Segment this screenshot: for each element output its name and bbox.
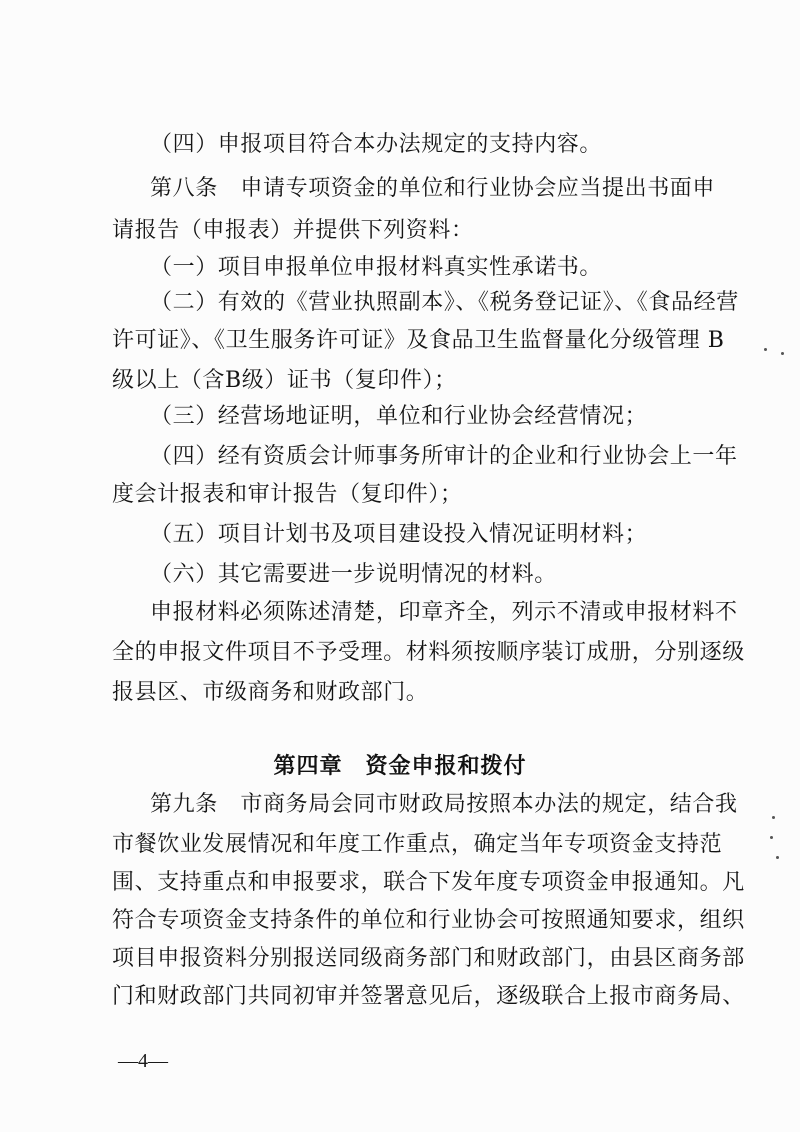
text-line: 报县区、市级商务和财政部门。	[112, 680, 429, 705]
scan-speck	[764, 348, 767, 351]
text-line: 许可证》、《卫生服务许可证》及食品卫生监督量化分级管理 B	[112, 328, 725, 353]
text-line: 第八条 申请专项资金的单位和行业协会应当提出书面申	[150, 176, 716, 201]
scan-speck	[776, 856, 779, 859]
scan-speck	[770, 836, 773, 839]
text-line: （一）项目申报单位申报材料真实性承诺书。	[150, 255, 603, 280]
text-line: 项目申报资料分别报送同级商务部门和财政部门，由县区商务部	[112, 946, 745, 971]
text-line: 第九条 市商务局会同市财政局按照本办法的规定，结合我	[150, 792, 738, 817]
text-line: 全的申报文件项目不予受理。材料须按顺序装订成册，分别逐级	[112, 640, 745, 665]
text-line: 级以上（含B级）证书（复印件）；	[112, 368, 457, 393]
text-line: （六）其它需要进一步说明情况的材料。	[150, 562, 557, 587]
text-line: 门和财政部门共同初审并签署意见后，逐级联合上报市商务局、	[112, 984, 745, 1009]
chapter-heading: 第四章 资金申报和拨付	[273, 754, 527, 779]
page-number: —4—	[118, 1050, 168, 1072]
text-line: （二）有效的《营业执照副本》、《税务登记证》、《食品经营	[150, 290, 739, 315]
text-line: （三）经营场地证明，单位和行业协会经营情况；	[150, 404, 648, 429]
text-line: 围、支持重点和申报要求，联合下发年度专项资金申报通知。凡	[112, 870, 745, 895]
scan-speck	[772, 816, 775, 819]
text-line: 申报材料必须陈述清楚，印章齐全，列示不清或申报材料不	[150, 600, 738, 625]
text-line: 符合专项资金支持条件的单位和行业协会可按照通知要求，组织	[112, 908, 745, 933]
text-line: 市餐饮业发展情况和年度工作重点，确定当年专项资金支持范	[112, 832, 723, 857]
scan-speck	[781, 352, 784, 355]
text-line: 请报告（申报表）并提供下列资料：	[112, 218, 474, 243]
text-line: （五）项目计划书及项目建设投入情况证明材料；	[150, 522, 648, 547]
text-line: （四）申报项目符合本办法规定的支持内容。	[150, 132, 603, 157]
text-line: （四）经有资质会计师事务所审计的企业和行业协会上一年	[150, 444, 738, 469]
text-line: 度会计报表和审计报告（复印件）；	[112, 482, 463, 507]
